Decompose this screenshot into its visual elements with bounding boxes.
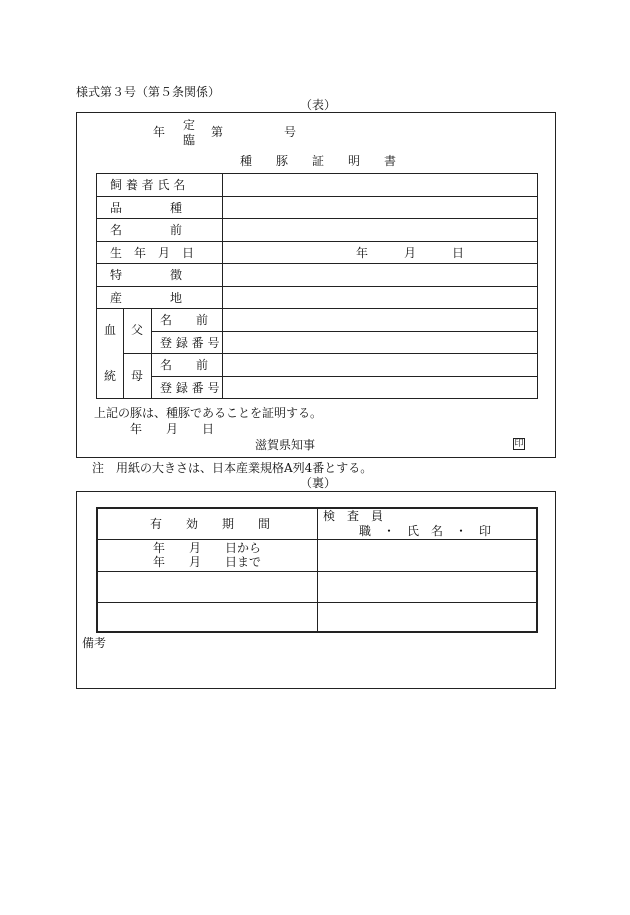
mother-label: 母 [131, 369, 144, 383]
form-title: 様式第３号（第５条関係） [76, 85, 221, 99]
paper-size-note: 注 用紙の大きさは、日本産業規格A列4番とする。 [92, 461, 373, 475]
lineage-label-bottom: 統 [104, 369, 117, 383]
dai-label: 第 [211, 125, 224, 139]
seal-stamp: 印 [514, 439, 524, 449]
mother-reg-label: 登 録 番 号 [160, 381, 220, 395]
go-label: 号 [284, 125, 297, 139]
row-label-birthdate: 生 年 月 日 [110, 246, 195, 260]
certification-statement: 上記の豚は、種豚であることを証明する。 [94, 406, 323, 420]
certificate-title: 種 豚 証 明 書 [240, 154, 397, 168]
validity-to-line: 年 月 日まで [153, 555, 262, 569]
validity-period-header: 有 効 期 間 [150, 517, 271, 531]
year-label: 年 [153, 125, 166, 139]
row-label-origin: 産 地 [110, 291, 183, 305]
inspector-subheader: 職 ・ 氏 名 ・ 印 [359, 524, 492, 538]
rinji-label: 臨 [183, 133, 196, 147]
inspector-header: 検 査 員 [323, 509, 384, 523]
row-label-features: 特 徴 [110, 268, 183, 282]
birthdate-value-field[interactable]: 年 月 日 [356, 246, 465, 260]
back-side-label: （裏） [300, 476, 337, 490]
remarks-label: 備考 [82, 636, 107, 650]
validity-from-line: 年 月 日から [153, 541, 262, 555]
teiji-label: 定 [183, 118, 196, 132]
issuer-name: 滋賀県知事 [255, 438, 316, 452]
row-label-owner: 飼 養 者 氏 名 [110, 178, 186, 192]
mother-name-label: 名 前 [160, 358, 209, 372]
lineage-label-top: 血 [104, 323, 117, 337]
row-label-name: 名 前 [110, 223, 183, 237]
father-label: 父 [131, 323, 144, 337]
issue-date-line: 年 月 日 [130, 422, 215, 436]
front-side-label: （表） [300, 98, 337, 112]
row-label-breed: 品 種 [110, 201, 183, 215]
father-reg-label: 登 録 番 号 [160, 336, 220, 350]
father-name-label: 名 前 [160, 313, 209, 327]
